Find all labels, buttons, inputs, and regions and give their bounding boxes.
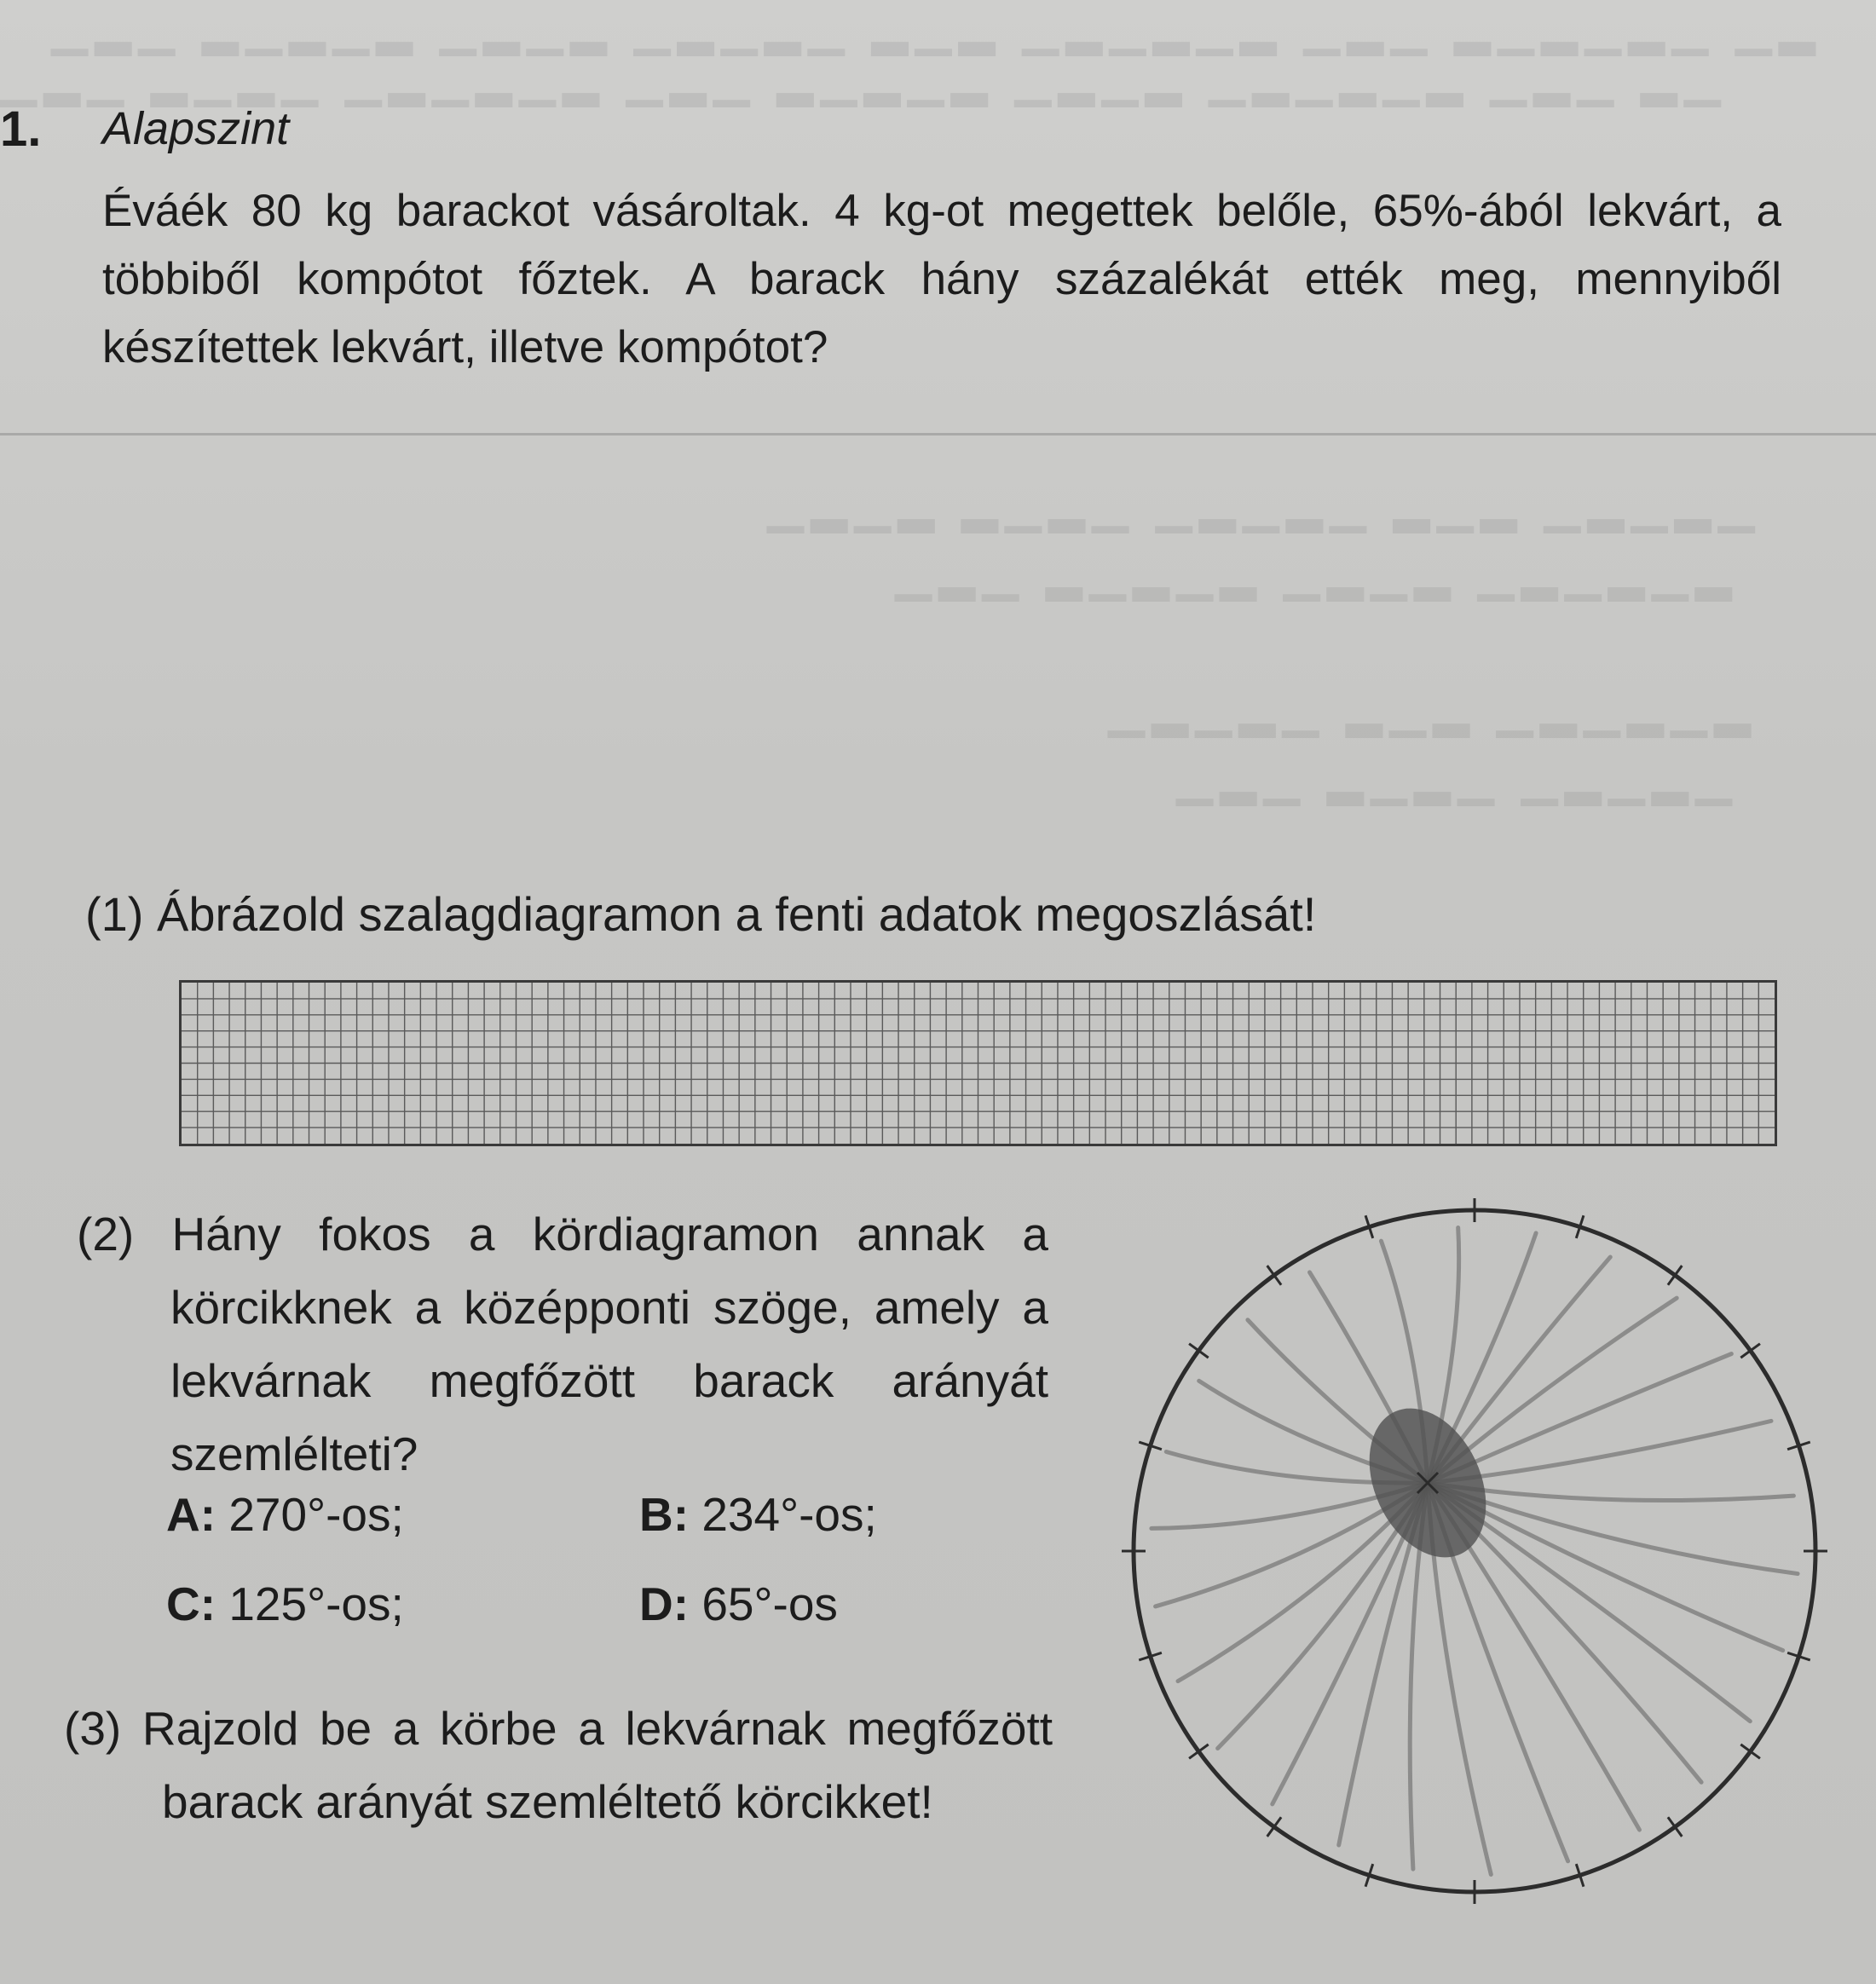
circle-tick [1668, 1817, 1682, 1837]
circle-tick [1740, 1745, 1760, 1758]
circle-tick [1267, 1266, 1281, 1285]
circle-outline [1134, 1210, 1815, 1892]
tape-diagram-grid[interactable] [179, 980, 1777, 1146]
grid-lines [182, 983, 1775, 1144]
option-a[interactable] [166, 1487, 404, 1542]
circle-drawing [1100, 1176, 1850, 1926]
circle-tick [1740, 1344, 1760, 1358]
option-d-value: 65°-os [701, 1577, 838, 1630]
task-3 [64, 1692, 1053, 1838]
task-2-text: Hány fokos a kördiagramon annak a körcikknek a középponti szöge, amely a lekvárnak megfőzött barack arányát szemlélteti? [170, 1208, 1048, 1480]
problem-statement: Éváék 80 kg barackot vásároltak. 4 kg-ot megettek belőle, 65%-ából lekvárt, a többiből kompótot főztek. A barack hány százalékát ették meg, mennyiből készítettek lekvárt, illetve kompótot? [102, 186, 1781, 372]
answer-area-divider [0, 433, 1876, 435]
task-1-number: (1) [85, 887, 144, 941]
circle-tick [1668, 1266, 1682, 1285]
bleed-through-text-3: ▁▂▁▂ ▂▁▂▁ ▁▂▁▂▁ ▂▁▂ ▁▂▁▂▁ [767, 478, 1762, 532]
option-a-value: 270°-os; [228, 1488, 404, 1541]
circle-tick [1189, 1745, 1209, 1758]
section-title: Alapszint [102, 103, 290, 154]
option-d-letter: D: [639, 1577, 690, 1630]
option-c-value: 125°-os; [228, 1577, 404, 1630]
task-1-text: Ábrázold szalagdiagramon a fenti adatok megoszlását! [157, 887, 1317, 941]
option-b-value: 234°-os; [701, 1488, 877, 1541]
task-3-text: Rajzold be a körbe a lekvárnak megfőzött barack arányát szemléltető körcikket! [141, 1702, 1053, 1828]
option-c-letter: C: [166, 1577, 216, 1630]
bleed-through-text-2: ▁▂▁ ▂▁▂▁ ▁▂▁▂▁▂ ▁▂▁ ▂▁▂▁▂ ▁▂▁▂ ▁▂▁▂▁▂ ▁▂▁ ▂▁ [0, 52, 1728, 106]
option-b[interactable] [639, 1487, 877, 1542]
task-2-number: (2) [77, 1208, 135, 1260]
option-d[interactable] [639, 1577, 838, 1631]
option-c[interactable] [166, 1577, 404, 1631]
task-2 [77, 1197, 1048, 1491]
circle-tick [1267, 1817, 1281, 1837]
pie-chart-circle[interactable] [1100, 1176, 1850, 1926]
bleed-through-text-6: ▁▂▁ ▂▁▂▁ ▁▂▁▂▁ [1176, 751, 1739, 805]
option-a-letter: A: [166, 1488, 216, 1541]
circle-tick [1189, 1344, 1209, 1358]
section-number: 1. [0, 101, 42, 157]
option-b-letter: B: [639, 1488, 690, 1541]
task-3-number: (3) [64, 1702, 122, 1755]
bleed-through-text: ▁▂▁ ▂▁▂▁▂ ▁▂▁▂ ▁▂▁▂▁ ▂▁▂ ▁▂▁▂▁▂ ▁▂▁ ▂▁▂▁▂▁ ▁▂ [51, 1, 1822, 55]
task-1 [85, 886, 1316, 942]
bleed-through-text-4: ▁▂▁ ▂▁▂▁▂ ▁▂▁▂ ▁▂▁▂▁▂ [895, 546, 1739, 600]
bleed-through-text-5: ▁▂▁▂▁ ▂▁▂ ▁▂▁▂▁▂ [1108, 683, 1758, 736]
